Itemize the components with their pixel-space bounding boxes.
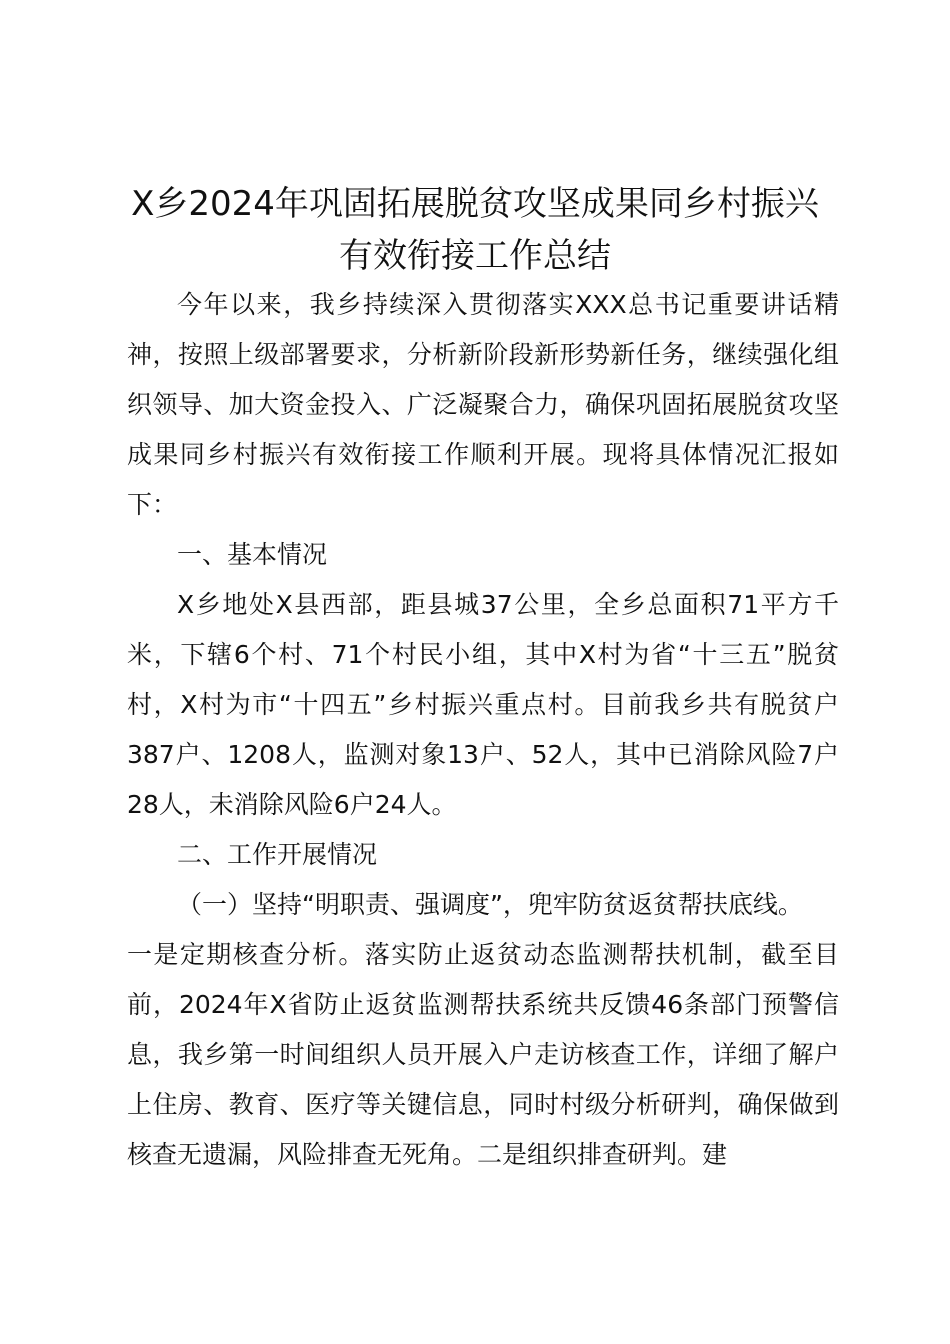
- basic-situation-paragraph: X乡地处X县西部，距县城37公里，全乡总面积71平方千米，下辖6个村、71个村民小组，其中X村为省“十三五”脱贫村，X村为市“十四五”乡村振兴重点村。目前我乡共有脱贫户387户、1208人，监测对象13户、52人，其中已消除风险7户28人，未消除风险6户24人。: [127, 590, 839, 819]
- work-detail-paragraph: 一是定期核查分析。落实防止返贫动态监测帮扶机制，截至目前，2024年X省防止返贫监测帮扶系统共反馈46条部门预警信息，我乡第一时间组织人员开展入户走访核查工作，详细了解户上住房、教育、医疗等关键信息，同时村级分析研判，确保做到核查无遗漏，风险排查无死角。二是组织排查研判。建: [127, 940, 839, 1169]
- document-title: X乡2024年巩固拓展脱贫攻坚成果同乡村振兴有效衔接工作总结: [131, 184, 819, 276]
- section-heading-basic: 一、基本情况: [177, 540, 328, 569]
- section-heading-work: 二、工作开展情况: [177, 840, 378, 869]
- document-body: [127, 280, 839, 1180]
- subsection-heading-1: （一）坚持“明职责、强调度”，兜牢防贫返贫帮扶底线。: [177, 890, 803, 919]
- intro-paragraph: 今年以来，我乡持续深入贯彻落实XXX总书记重要讲话精神，按照上级部署要求，分析新阶段新形势新任务，继续强化组织领导、加大资金投入、广泛凝聚合力，确保巩固拓展脱贫攻坚成果同乡村振兴有效衔接工作顺利开展。现将具体情况汇报如下：: [127, 290, 839, 519]
